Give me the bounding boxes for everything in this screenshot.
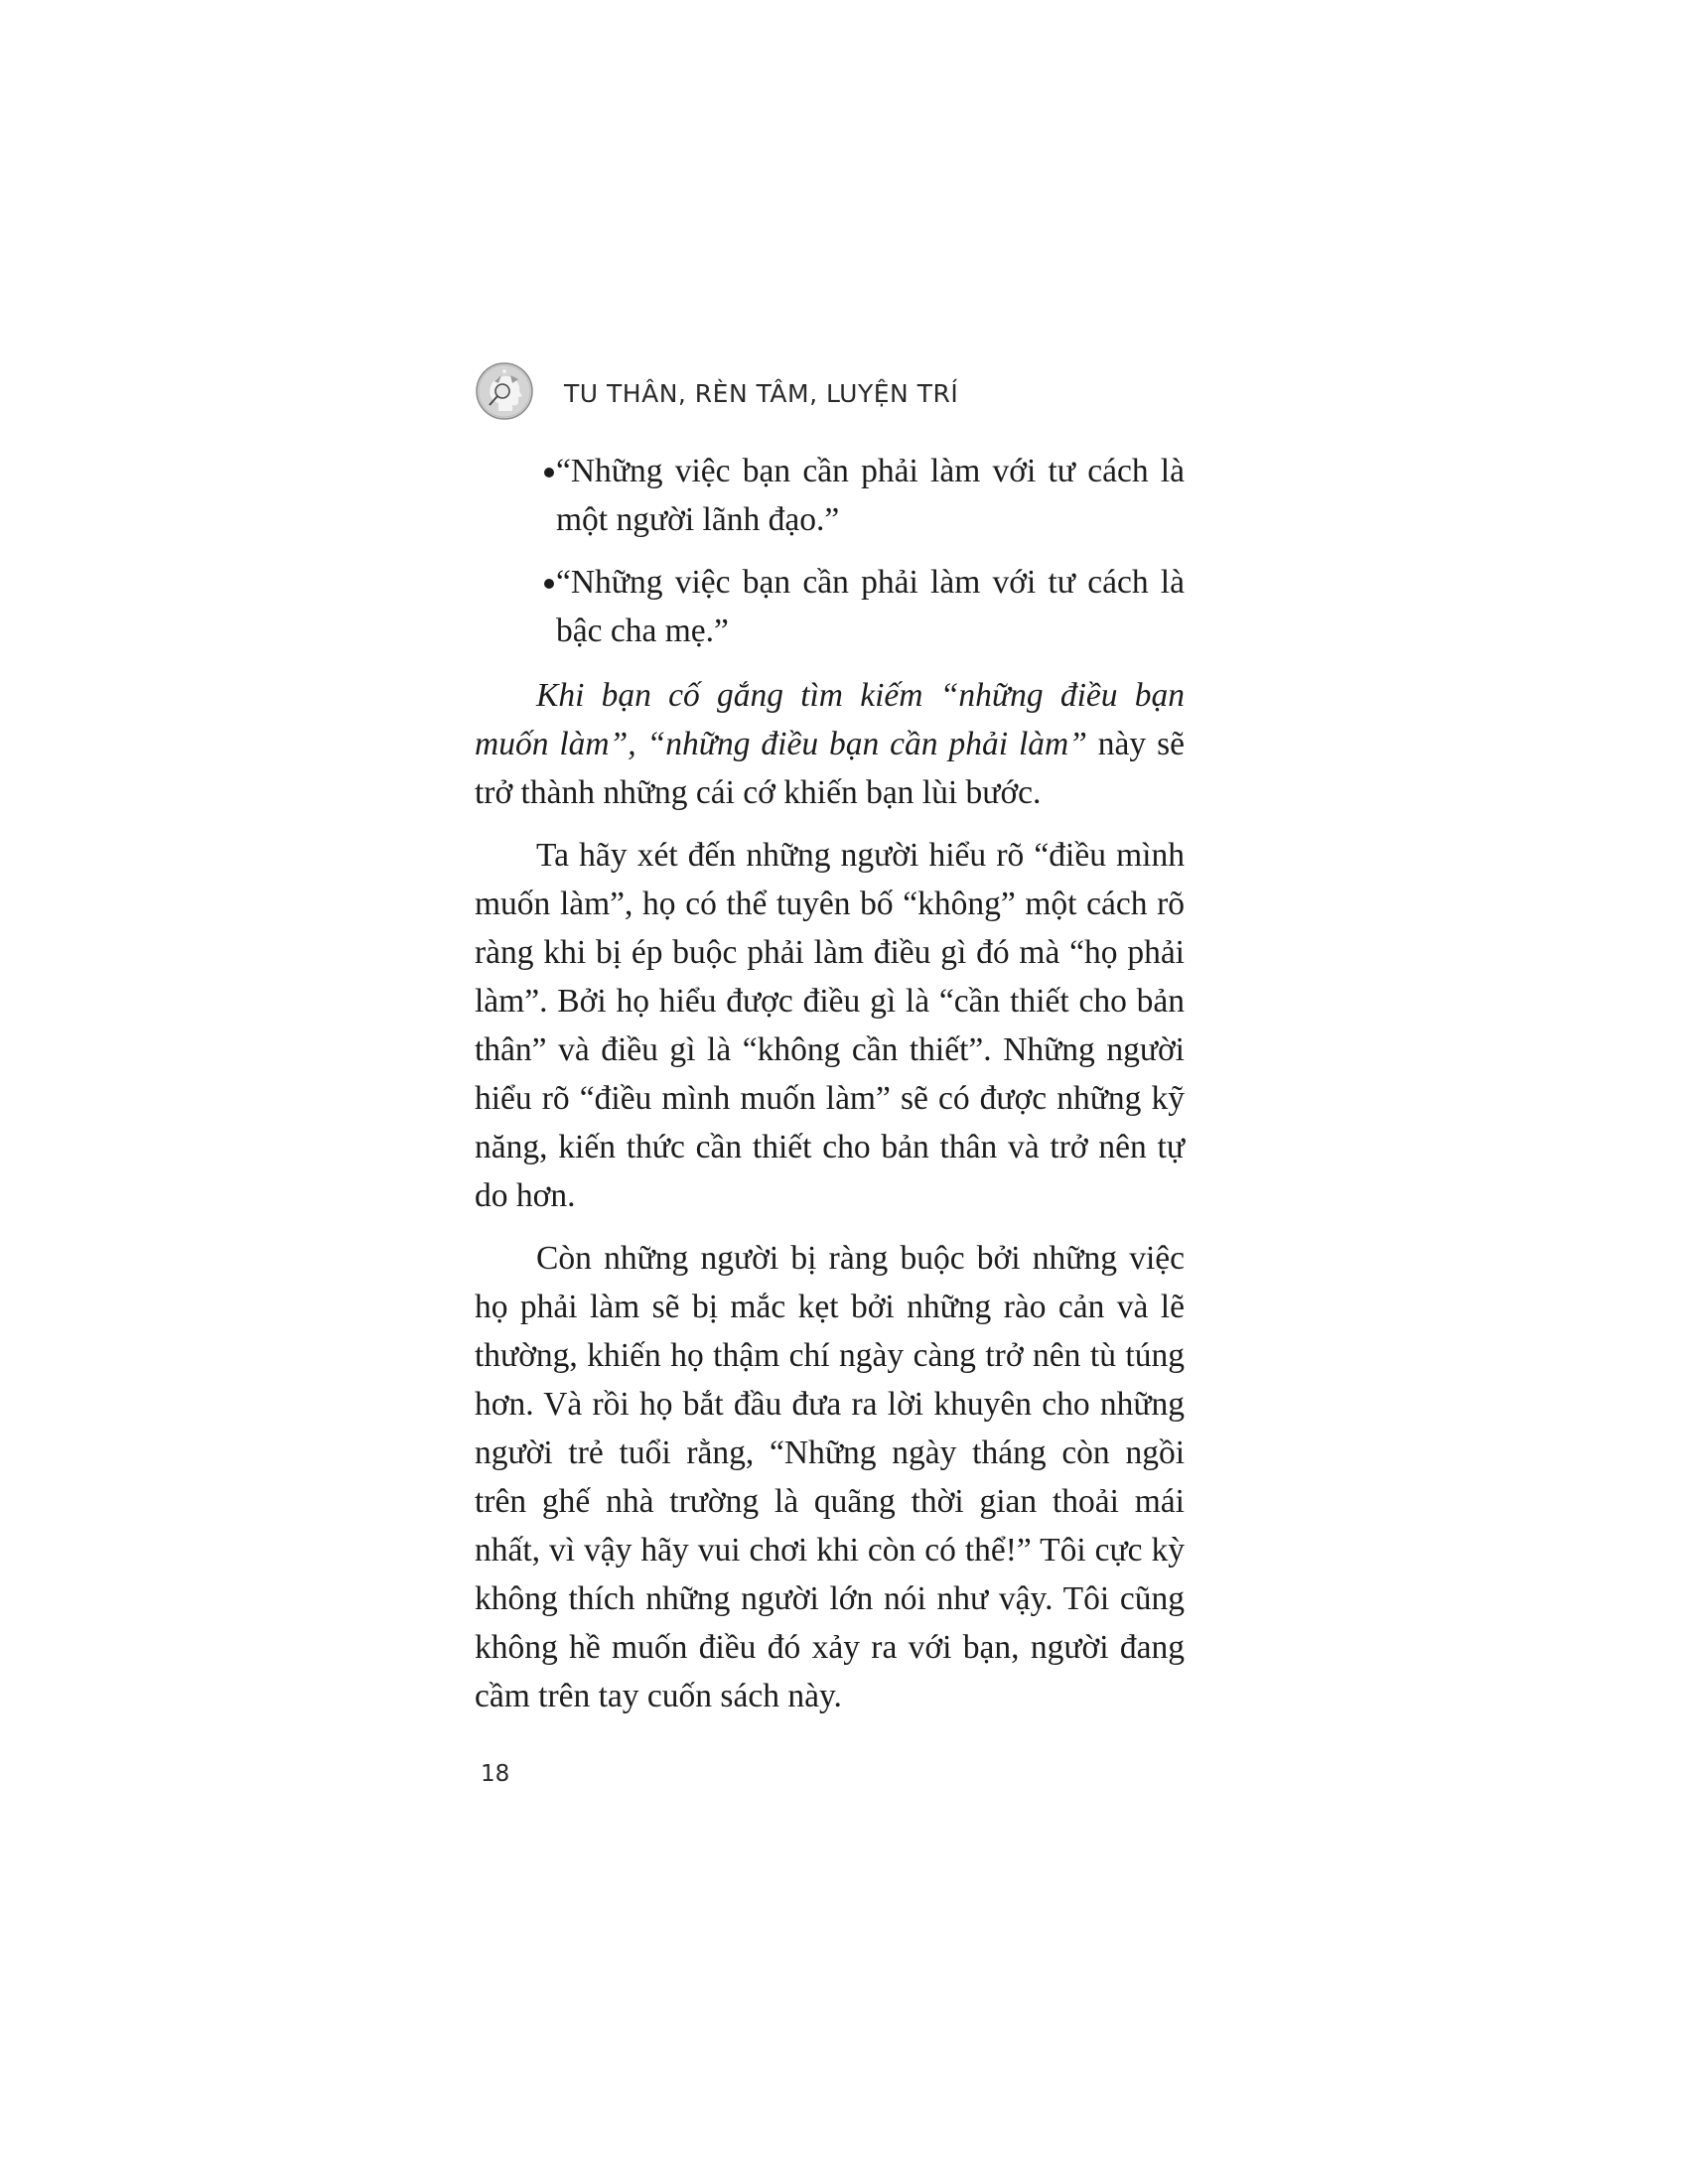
paragraph: Còn những người bị ràng buộc bởi những việc họ phải làm sẽ bị mắc kẹt bởi những rào cản và lẽ thường, khiến họ thậm chí ngày càng trở nên tù túng hơn. Và rồi họ bắt đầu đưa ra lời khuyên cho những người trẻ tuổi rằng, “Những ngày tháng còn ngồi trên ghế nhà trường là quãng thời gian thoải mái nhất, vì vậy hãy vui chơi khi còn có thể!” Tôi cực kỳ không thích những người lớn nói như vậy. Tôi cũng không hề muốn điều đó xảy ra với bạn, người đang cầm trên tay cuốn sách này. (475, 1240, 1185, 1714)
running-header (475, 359, 958, 423)
page-number: 18 (481, 1761, 510, 1787)
running-title: TU THÂN, RÈN TÂM, LUYỆN TRÍ (564, 378, 959, 408)
bullet-list (475, 447, 1185, 655)
paragraph (475, 671, 1185, 817)
bullet-item (475, 447, 1185, 544)
bullet-icon (544, 468, 554, 478)
bullet-text: “Những việc bạn cần phải làm với tư cách là bậc cha mẹ.” (556, 564, 1185, 649)
paragraph-text: này sẽ trở thành những cái cớ khiến bạn lùi bước. (475, 726, 1185, 811)
italic-text: Khi bạn cố gắng tìm kiếm “những điều bạn muốn làm”, “những điều bạn cần phải làm” (475, 677, 1185, 762)
head-magnifier-icon (475, 361, 534, 421)
bullet-icon (544, 579, 554, 589)
bullet-text: “Những việc bạn cần phải làm với tư cách là một người lãnh đạo.” (556, 453, 1185, 538)
body-text (475, 447, 1185, 1734)
bullet-item (475, 558, 1185, 655)
paragraph: Ta hãy xét đến những người hiểu rõ “điều mình muốn làm”, họ có thể tuyên bố “không” một cách rõ ràng khi bị ép buộc phải làm điều gì đó mà “họ phải làm”. Bởi họ hiểu được điều gì là “cần thiết cho bản thân” và điều gì là “không cần thiết”. Những người hiểu rõ “điều mình muốn làm” sẽ có được những kỹ năng, kiến thức cần thiết cho bản thân và trở nên tự do hơn. (475, 837, 1185, 1214)
